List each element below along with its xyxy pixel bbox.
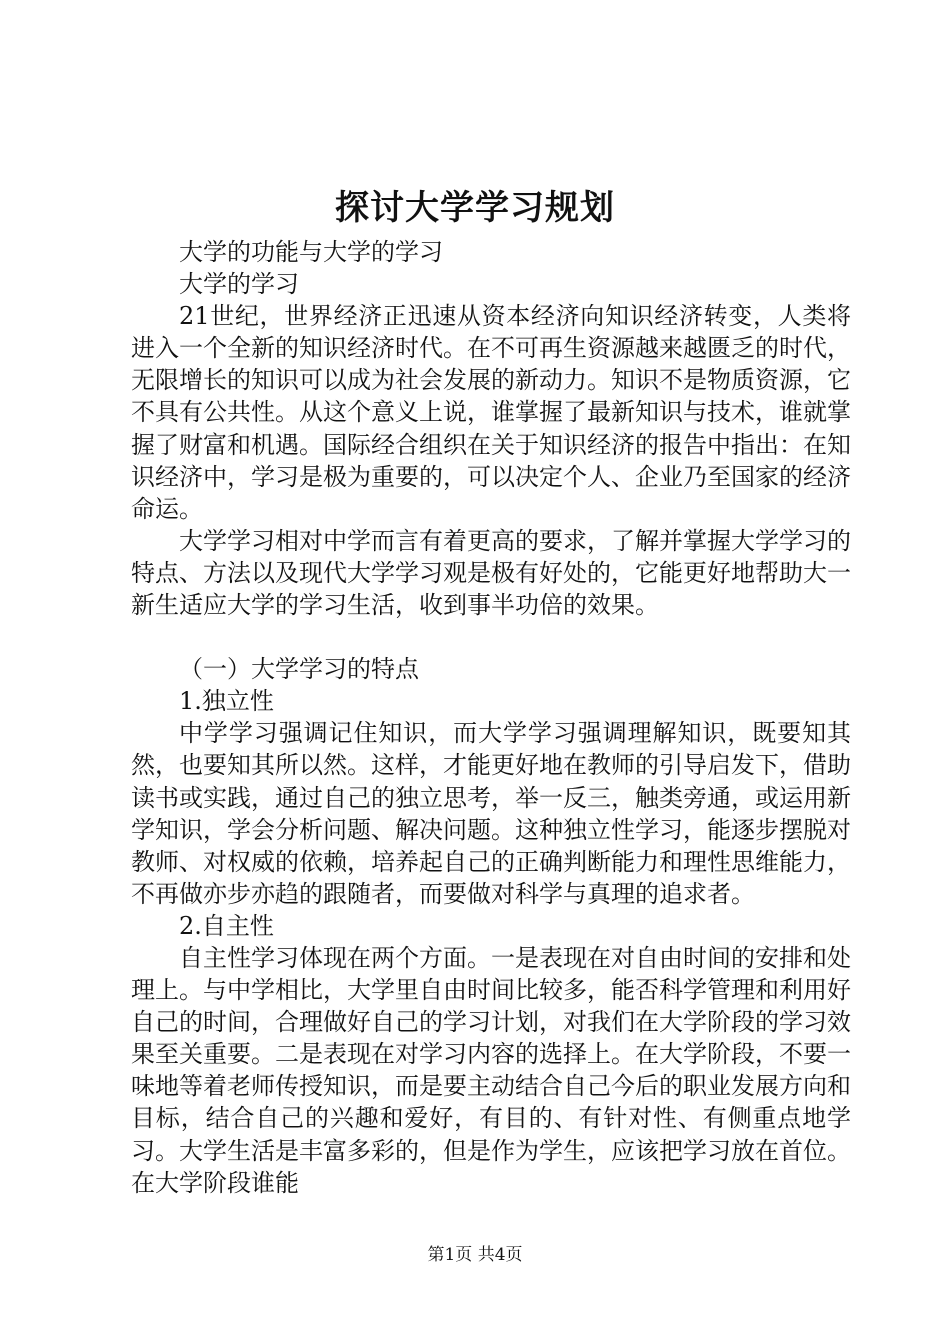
subheading-autonomy: 2.自主性 <box>179 911 274 940</box>
paragraph-independence: 中学学习强调记住知识，而大学学习强调理解知识，既要知其然，也要知其所以然。这样，才能更好地在教师的引导启发下，借助读书或实践，通过自己的独立思考，举一反三，触类旁通，或运用新学知识，学会分析问题、解决问题。这种独立性学习，能逐步摆脱对教师、对权威的依赖，培养起自己的正确判断能力和理性思维能力，不再做亦步亦趋的跟随者，而要做对科学与真理的追求者。 <box>131 719 851 908</box>
section-heading-characteristics: （一）大学学习的特点 <box>179 655 419 684</box>
paragraph-university-requirements: 大学学习相对中学而言有着更高的要求，了解并掌握大学学习的特点、方法以及现代大学学习观是极有好处的，它能更好地帮助大一新生适应大学的学习生活，收到事半功倍的效果。 <box>131 526 851 620</box>
paragraph-autonomy: 自主性学习体现在两个方面。一是表现在对自由时间的安排和处理上。与中学相比，大学里自由时间比较多，能否科学管理和利用好自己的时间，合理做好自己的学习计划，对我们在大学阶段的学习效果至关重要。二是表现在对学习内容的选择上。在大学阶段，不要一味地等着老师传授知识，而是要主动结合自己今后的职业发展方向和目标，结合自己的兴趣和爱好，有目的、有针对性、有侧重点地学习。大学生活是丰富多彩的，但是作为学生，应该把学习放在首位。在大学阶段谁能 <box>131 943 851 1197</box>
paragraph-knowledge-economy: 21世纪，世界经济正迅速从资本经济向知识经济转变，人类将进入一个全新的知识经济时代。在不可再生资源越来越匮乏的时代，无限增长的知识可以成为社会发展的新动力。知识不是物质资源，它不具有公共性。从这个意义上说，谁掌握了最新知识与技术，谁就掌握了财富和机遇。国际经合组织在关于知识经济的报告中指出：在知识经济中，学习是极为重要的，可以决定个人、企业乃至国家的经济命运。 <box>131 302 851 523</box>
page-footer: 第1页 共4页 <box>427 1245 523 1265</box>
document-title: 探讨大学学习规划 <box>335 188 615 228</box>
subheading-independence: 1.独立性 <box>179 687 274 716</box>
subheading-learning: 大学的学习 <box>179 270 299 299</box>
document-body <box>131 236 851 1199</box>
paragraph-spacer <box>131 621 851 653</box>
subheading-function: 大学的功能与大学的学习 <box>179 238 443 266</box>
